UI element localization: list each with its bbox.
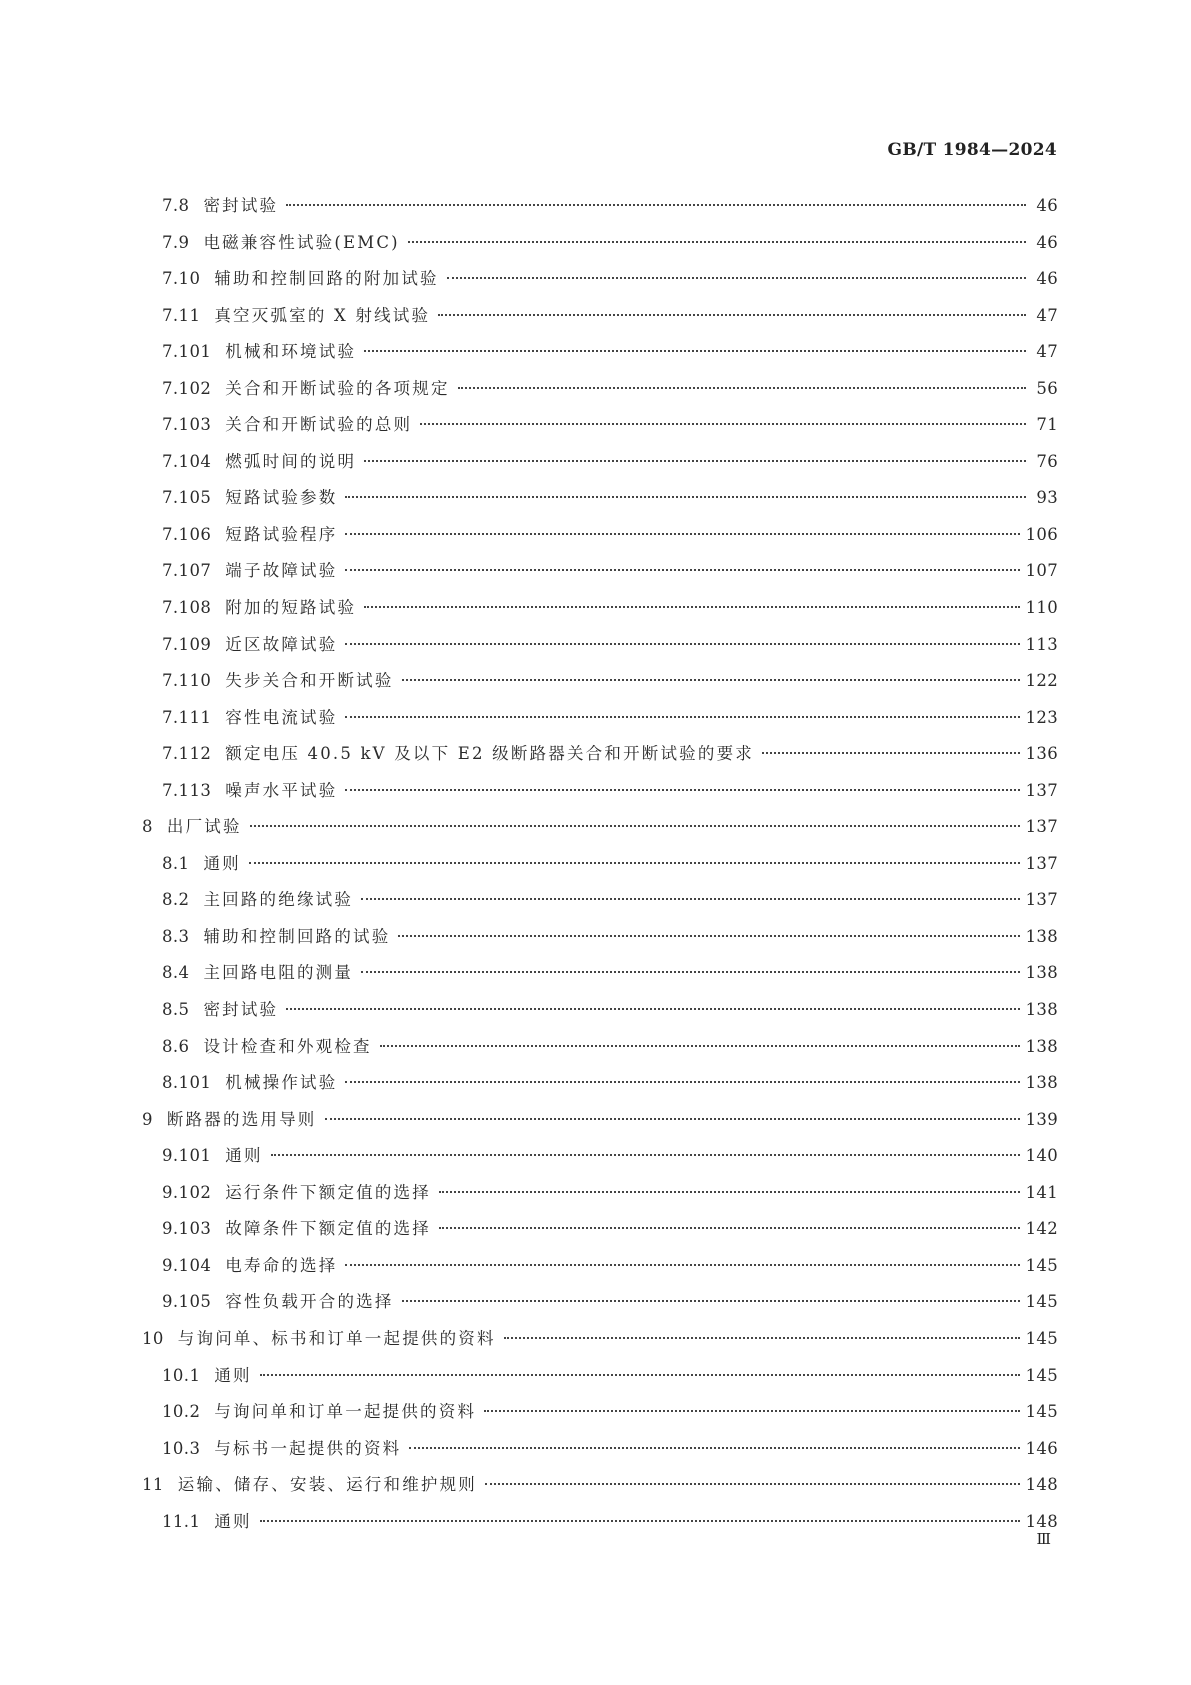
table-of-contents [142, 188, 1058, 1540]
toc-entry-page: 142 [1025, 1219, 1058, 1239]
toc-entry-title: 额定电压 40.5 kV 及以下 E2 级断路器关合和开断试验的要求 [225, 744, 754, 764]
toc-entry-title: 机械和环境试验 [225, 342, 357, 362]
toc-entry-page: 137 [1025, 780, 1058, 800]
toc-entry-number: 10 [142, 1328, 164, 1348]
toc-entry-page: 71 [1036, 415, 1058, 435]
toc-entry[interactable] [142, 1467, 1058, 1504]
toc-entry-page: 137 [1025, 890, 1058, 910]
toc-entry-number: 10.3 [162, 1438, 201, 1458]
toc-dot-leader [504, 1337, 1020, 1339]
toc-entry-title: 与询问单和订单一起提供的资料 [214, 1402, 477, 1422]
toc-entry-title: 主回路电阻的测量 [203, 963, 354, 983]
toc-dot-leader [271, 1154, 1020, 1156]
toc-dot-leader [438, 314, 1026, 316]
toc-entry-number: 9.102 [162, 1182, 212, 1202]
toc-entry-title: 关合和开断试验的总则 [225, 415, 413, 435]
toc-entry-title: 容性负载开合的选择 [225, 1292, 394, 1312]
toc-entry-page: 141 [1025, 1182, 1058, 1202]
toc-entry[interactable] [142, 553, 1058, 590]
toc-entry-page: 145 [1025, 1292, 1058, 1312]
toc-entry[interactable] [142, 955, 1058, 992]
toc-entry-title: 通则 [225, 1146, 263, 1166]
toc-entry[interactable] [142, 809, 1058, 846]
toc-dot-leader [345, 569, 1019, 571]
toc-entry-page: 56 [1036, 378, 1058, 398]
toc-entry-page: 138 [1025, 926, 1058, 946]
toc-dot-leader [345, 716, 1019, 718]
toc-dot-leader [345, 1264, 1019, 1266]
toc-dot-leader [485, 1483, 1020, 1485]
toc-entry-page: 138 [1025, 1036, 1058, 1056]
toc-entry-title: 短路试验参数 [225, 488, 338, 508]
toc-dot-leader [260, 1520, 1020, 1522]
toc-entry-title: 通则 [203, 853, 241, 873]
toc-entry-number: 8.101 [162, 1073, 212, 1093]
toc-entry-title: 故障条件下额定值的选择 [225, 1219, 431, 1239]
toc-entry-number: 9.103 [162, 1219, 212, 1239]
toc-entry-title: 密封试验 [203, 1000, 279, 1020]
toc-entry-title: 电磁兼容性试验(EMC) [203, 232, 400, 252]
toc-entry[interactable] [142, 992, 1058, 1029]
toc-entry[interactable] [142, 1394, 1058, 1431]
toc-entry-page: 47 [1036, 342, 1058, 362]
toc-entry[interactable] [142, 1175, 1058, 1212]
toc-entry-title: 辅助和控制回路的附加试验 [214, 269, 439, 289]
toc-entry-title: 失步关合和开断试验 [225, 671, 394, 691]
toc-entry-title: 辅助和控制回路的试验 [203, 926, 391, 946]
toc-entry-page: 46 [1036, 232, 1058, 252]
toc-dot-leader [345, 643, 1019, 645]
toc-dot-leader [249, 862, 1020, 864]
toc-entry[interactable] [142, 261, 1058, 298]
toc-entry-number: 8.5 [162, 1000, 190, 1020]
toc-entry-page: 113 [1025, 634, 1058, 654]
toc-entry-number: 11.1 [162, 1511, 201, 1531]
toc-entry-number: 7.103 [162, 415, 212, 435]
toc-entry[interactable] [142, 517, 1058, 554]
toc-entry-page: 138 [1025, 1000, 1058, 1020]
toc-entry-page: 145 [1025, 1365, 1058, 1385]
toc-entry[interactable] [142, 444, 1058, 481]
toc-entry-number: 7.109 [162, 634, 212, 654]
toc-entry[interactable] [142, 1029, 1058, 1066]
toc-entry-number: 7.102 [162, 378, 212, 398]
toc-dot-leader [420, 423, 1026, 425]
toc-entry-number: 7.104 [162, 451, 212, 471]
toc-entry-number: 7.110 [162, 671, 212, 691]
toc-entry-title: 关合和开断试验的各项规定 [225, 378, 450, 398]
toc-entry-title: 附加的短路试验 [225, 598, 357, 618]
toc-entry[interactable] [142, 700, 1058, 737]
toc-entry-page: 140 [1025, 1146, 1058, 1166]
toc-entry-page: 47 [1036, 305, 1058, 325]
toc-entry-number: 7.111 [162, 707, 212, 727]
toc-entry-title: 密封试验 [203, 196, 279, 215]
toc-entry[interactable] [142, 371, 1058, 408]
toc-entry-page: 106 [1025, 524, 1058, 544]
toc-entry-number: 11 [142, 1475, 164, 1495]
page-number: Ⅲ [1036, 1530, 1051, 1548]
toc-entry[interactable] [142, 480, 1058, 517]
toc-entry[interactable] [142, 663, 1058, 700]
toc-dot-leader [345, 496, 1026, 498]
toc-entry-page: 138 [1025, 963, 1058, 983]
toc-entry-number: 7.11 [162, 305, 201, 325]
toc-dot-leader [345, 533, 1019, 535]
toc-entry-title: 噪声水平试验 [225, 780, 338, 800]
toc-entry-number: 7.105 [162, 488, 212, 508]
toc-dot-leader [458, 387, 1026, 389]
toc-entry-number: 7.10 [162, 269, 201, 289]
toc-entry-title: 短路试验程序 [225, 524, 338, 544]
toc-dot-leader [345, 789, 1019, 791]
toc-entry[interactable] [142, 1431, 1058, 1468]
toc-entry-number: 8.2 [162, 890, 190, 910]
standard-code: GB/T 1984—2024 [887, 140, 1057, 160]
toc-entry-title: 容性电流试验 [225, 707, 338, 727]
toc-entry[interactable] [142, 1138, 1058, 1175]
toc-entry-title: 机械操作试验 [225, 1073, 338, 1093]
toc-entry-page: 138 [1025, 1073, 1058, 1093]
toc-entry-number: 7.112 [162, 744, 212, 764]
toc-entry-page: 122 [1025, 671, 1058, 691]
toc-dot-leader [408, 241, 1026, 243]
toc-dot-leader [439, 1227, 1020, 1229]
toc-entry-page: 145 [1025, 1255, 1058, 1275]
toc-entry-title: 与询问单、标书和订单一起提供的资料 [177, 1328, 496, 1348]
toc-entry-number: 8.4 [162, 963, 190, 983]
toc-entry[interactable] [142, 1065, 1058, 1102]
toc-entry[interactable] [142, 1504, 1058, 1541]
toc-entry-title: 运行条件下额定值的选择 [225, 1182, 431, 1202]
toc-entry-number: 8.6 [162, 1036, 190, 1056]
toc-entry-number: 9 [142, 1109, 153, 1129]
toc-entry-page: 145 [1025, 1402, 1058, 1422]
toc-entry-number: 9.104 [162, 1255, 212, 1275]
toc-entry-title: 断路器的选用导则 [166, 1109, 317, 1129]
toc-entry-title: 燃弧时间的说明 [225, 451, 357, 471]
toc-dot-leader [361, 971, 1020, 973]
toc-entry-number: 7.106 [162, 524, 212, 544]
toc-dot-leader [361, 898, 1020, 900]
toc-entry-title: 端子故障试验 [225, 561, 338, 581]
toc-entry-number: 8.1 [162, 853, 190, 873]
toc-entry[interactable] [142, 1358, 1058, 1395]
toc-dot-leader [762, 752, 1020, 754]
toc-entry-page: 137 [1025, 853, 1058, 873]
toc-entry-page: 93 [1036, 488, 1058, 508]
toc-entry[interactable] [142, 225, 1058, 262]
toc-entry-page: 46 [1036, 269, 1058, 289]
toc-entry-page: 107 [1025, 561, 1058, 581]
toc-dot-leader [286, 1008, 1019, 1010]
toc-entry-number: 7.107 [162, 561, 212, 581]
toc-entry[interactable] [142, 773, 1058, 810]
toc-entry-number: 7.101 [162, 342, 212, 362]
toc-entry-number: 9.105 [162, 1292, 212, 1312]
toc-dot-leader [250, 825, 1020, 827]
toc-entry-number: 9.101 [162, 1146, 212, 1166]
toc-dot-leader [380, 1045, 1020, 1047]
toc-dot-leader [447, 277, 1026, 279]
toc-entry[interactable] [142, 882, 1058, 919]
toc-entry-number: 7.8 [162, 196, 190, 215]
toc-entry[interactable] [142, 1321, 1058, 1358]
toc-dot-leader [409, 1447, 1019, 1449]
toc-dot-leader [364, 460, 1026, 462]
toc-entry-page: 148 [1025, 1475, 1058, 1495]
toc-dot-leader [364, 606, 1019, 608]
toc-dot-leader [325, 1118, 1020, 1120]
toc-entry-page: 137 [1025, 817, 1058, 837]
toc-entry[interactable] [142, 590, 1058, 627]
toc-dot-leader [402, 1300, 1020, 1302]
toc-entry-title: 设计检查和外观检查 [203, 1036, 372, 1056]
toc-dot-leader [402, 679, 1020, 681]
toc-entry-number: 10.2 [162, 1402, 201, 1422]
toc-entry-number: 7.113 [162, 780, 212, 800]
toc-entry[interactable] [142, 627, 1058, 664]
toc-entry-page: 145 [1025, 1328, 1058, 1348]
toc-entry[interactable] [142, 919, 1058, 956]
toc-entry-page: 139 [1025, 1109, 1058, 1129]
toc-entry[interactable] [142, 334, 1058, 371]
toc-entry[interactable] [142, 188, 1058, 225]
toc-entry-title: 电寿命的选择 [225, 1255, 338, 1275]
toc-entry-title: 通则 [214, 1365, 252, 1385]
toc-entry-number: 10.1 [162, 1365, 201, 1385]
toc-dot-leader [286, 204, 1026, 206]
toc-entry-number: 8 [142, 817, 153, 837]
toc-entry[interactable] [142, 1211, 1058, 1248]
toc-entry-title: 通则 [214, 1511, 252, 1531]
toc-entry-page: 123 [1025, 707, 1058, 727]
toc-entry-title: 运输、储存、安装、运行和维护规则 [177, 1475, 477, 1495]
toc-entry-title: 主回路的绝缘试验 [203, 890, 354, 910]
toc-entry-number: 8.3 [162, 926, 190, 946]
toc-dot-leader [345, 1081, 1019, 1083]
toc-entry[interactable] [142, 1102, 1058, 1139]
toc-entry[interactable] [142, 736, 1058, 773]
toc-entry[interactable] [142, 1284, 1058, 1321]
toc-entry-page: 46 [1036, 196, 1058, 215]
toc-entry-page: 146 [1025, 1438, 1058, 1458]
toc-entry[interactable] [142, 846, 1058, 883]
toc-entry-number: 7.108 [162, 598, 212, 618]
toc-entry-title: 近区故障试验 [225, 634, 338, 654]
toc-dot-leader [484, 1410, 1019, 1412]
toc-entry[interactable] [142, 1248, 1058, 1285]
toc-dot-leader [364, 350, 1026, 352]
toc-entry-page: 76 [1036, 451, 1058, 471]
toc-dot-leader [439, 1191, 1020, 1193]
toc-entry-title: 与标书一起提供的资料 [214, 1438, 402, 1458]
toc-entry-page: 136 [1025, 744, 1058, 764]
toc-dot-leader [398, 935, 1019, 937]
toc-entry-page: 110 [1025, 598, 1058, 618]
toc-entry[interactable] [142, 298, 1058, 335]
toc-entry[interactable] [142, 407, 1058, 444]
toc-entry-title: 出厂试验 [166, 817, 242, 837]
toc-entry-page: 148 [1025, 1511, 1058, 1531]
toc-entry-number: 7.9 [162, 232, 190, 252]
toc-dot-leader [260, 1374, 1020, 1376]
toc-entry-title: 真空灭弧室的 X 射线试验 [214, 305, 431, 325]
